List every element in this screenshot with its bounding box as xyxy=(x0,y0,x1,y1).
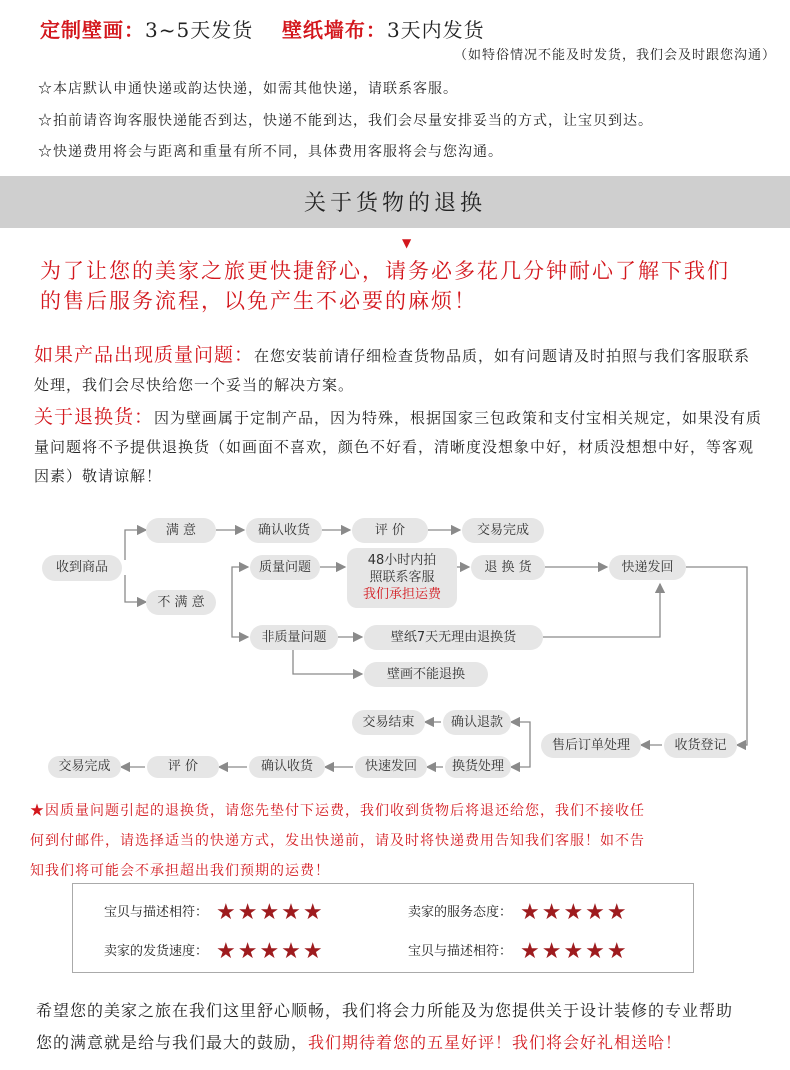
flow-confirm-refund: 确认退款 xyxy=(443,710,511,735)
flow-deal-done-2: 交易完成 xyxy=(48,756,121,778)
flow-swap: 换货处理 xyxy=(445,756,511,778)
rating-label-2: 卖家的服务态度： xyxy=(408,905,513,920)
wallpaper-label: 壁纸墙布： xyxy=(281,18,387,42)
flow-after-sale: 售后订单处理 xyxy=(541,733,641,758)
intro-line-2: 的售后服务流程，以免产生不必要的麻烦！ xyxy=(40,289,477,313)
footer-line-2-black: 您的满意就是给与我们最大的鼓励， xyxy=(36,1033,309,1052)
flow-ship-back: 快递发回 xyxy=(609,555,686,580)
rating-label-3: 卖家的发货速度： xyxy=(104,944,209,959)
flow-exchange: 退 换 货 xyxy=(471,555,545,580)
flow-receive: 收到商品 xyxy=(42,555,122,581)
photo-line-1: 48小时内拍 xyxy=(367,553,437,568)
flow-quality-issue: 质量问题 xyxy=(250,555,320,580)
shipping-subnote: （如特俗情况不能及时发货，我们会及时跟您沟通） xyxy=(453,48,776,63)
note-1: ☆本店默认申通快递或韵达快递，如需其他快递，请联系客服。 xyxy=(38,81,458,97)
mural-time: 3~5天发货 xyxy=(145,18,254,42)
note-3: ☆快递费用将会与距离和重量有所不同，具体费用客服将会与您沟通。 xyxy=(38,144,503,160)
rating-row-4 xyxy=(408,939,629,964)
flow-mural-no-return: 壁画不能退换 xyxy=(364,662,488,687)
rating-row-1 xyxy=(104,900,325,925)
flow-receipt-registration: 收货登记 xyxy=(664,733,737,758)
flow-review-2: 评 价 xyxy=(147,756,219,778)
mural-label: 定制壁画： xyxy=(40,18,145,42)
warning-line-3: 知我们将可能会不承担超出我们预期的运费！ xyxy=(30,863,330,879)
wallpaper-time: 3天内发货 xyxy=(386,18,485,42)
flow-wallpaper-7day: 壁纸7天无理由退换货 xyxy=(364,625,543,650)
photo-line-3: 我们承担运费 xyxy=(362,587,441,602)
flow-photo-contact xyxy=(347,548,457,608)
section-title: 关于货物的退换 xyxy=(303,191,486,216)
star-icon: ★★★★★ xyxy=(520,939,629,964)
flow-deal-done: 交易完成 xyxy=(462,518,544,543)
flow-unsatisfied: 不 满 意 xyxy=(146,590,216,615)
rating-row-3 xyxy=(104,939,325,964)
photo-line-2: 照联系客服 xyxy=(369,570,435,585)
rating-label-4: 宝贝与描述相符： xyxy=(408,944,513,959)
down-triangle-icon: ▼ xyxy=(402,236,412,250)
star-icon: ★★★★★ xyxy=(520,900,629,925)
flow-non-quality: 非质量问题 xyxy=(250,625,338,650)
rating-row-2 xyxy=(408,900,629,925)
star-icon: ★★★★★ xyxy=(216,900,325,925)
flow-deal-closed: 交易结束 xyxy=(352,710,425,735)
note-2: ☆拍前请咨询客服快递能否到达，快递不能到达，我们会尽量安排妥当的方式，让宝贝到达。 xyxy=(38,113,653,129)
exchange-text: 因为壁画属于定制产品，因为特殊，根据国家三包政策和支付宝相关规定，如果没有质量问题将不予提供退换货（如画面不喜欢，颜色不好看，清晰度没想象中好，材质没想想中好，等客观因素）敬请谅解！ xyxy=(34,409,763,485)
quality-text: 在您安装前请仔细检查货物品质，如有问题请及时拍照与我们客服联系处理，我们会尽快给您一个妥当的解决方案。 xyxy=(34,347,751,394)
flow-review: 评 价 xyxy=(352,518,428,543)
flow-confirm-receipt: 确认收货 xyxy=(246,518,322,543)
warning-line-1: ★因质量问题引起的退换货，请您先垫付下运费，我们收到货物后将退还给您，我们不接收任 xyxy=(30,803,645,819)
intro-line-1: 为了让您的美家之旅更快捷舒心，请务必多花几分钟耐心了解下我们 xyxy=(40,259,730,283)
flow-fast-ship: 快速发回 xyxy=(355,756,427,778)
footer-line-2-red: 我们期待着您的五星好评！我们将会好礼相送哈！ xyxy=(308,1033,683,1052)
exchange-lead: 关于退换货： xyxy=(34,406,155,428)
star-icon: ★★★★★ xyxy=(216,939,325,964)
rating-label-1: 宝贝与描述相符： xyxy=(104,905,209,920)
quality-lead: 如果产品出现质量问题： xyxy=(34,344,255,366)
flow-confirm-receipt-2: 确认收货 xyxy=(249,756,325,778)
footer-line-1: 希望您的美家之旅在我们这里舒心顺畅，我们将会力所能及为您提供关于设计装修的专业帮助 xyxy=(36,1001,734,1020)
warning-line-2: 何到付邮件，请选择适当的快递方式，发出快递前，请及时将快递费用告知我们客服！如不告 xyxy=(30,833,645,849)
footer-line-2 xyxy=(36,1030,682,1053)
flow-satisfied: 满 意 xyxy=(146,518,216,543)
